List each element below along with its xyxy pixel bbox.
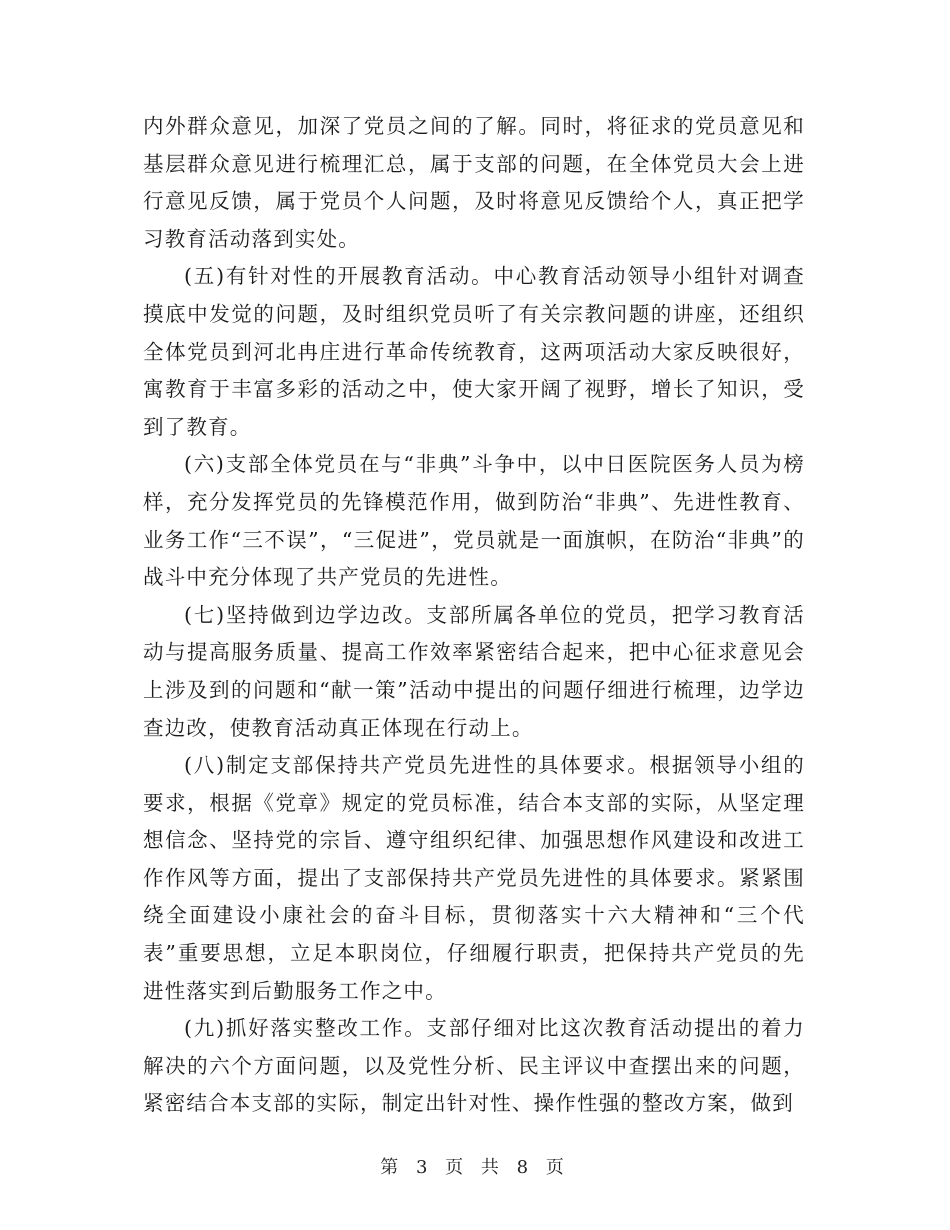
- paragraph-item-8: (八)制定支部保持共产党员先进性的具体要求。根据领导小组的要求，根据《党章》规定的党员标准，结合本支部的实际，从坚定理想信念、坚持党的宗旨、遵守组织纪律、加强思想作风建设和改进工作作风等方面，提出了支部保持共产党员先进性的具体要求。紧紧围绕全面建设小康社会的奋斗目标，贯彻落实十六大精神和“三个代表”重要思想，立足本职岗位，仔细履行职责，把保持共产党员的先进性落实到后勤服务工作之中。: [143, 753, 805, 1003]
- paragraph-item-5: (五)有针对性的开展教育活动。中心教育活动领导小组针对调查摸底中发觉的问题，及时组织党员听了有关宗教问题的讲座，还组织全体党员到河北冉庄进行革命传统教育，这两项活动大家反映很好，寓教育于丰富多彩的活动之中，使大家开阔了视野，增长了知识，受到了教育。: [143, 264, 805, 439]
- paragraph-item-7: (七)坚持做到边学边改。支部所属各单位的党员，把学习教育活动与提高服务质量、提高工作效率紧密结合起来，把中心征求意见会上涉及到的问题和“献一策”活动中提出的问题仔细进行梳理，边学边查边改，使教育活动真正体现在行动上。: [143, 602, 805, 740]
- paragraph-item-6: (六)支部全体党员在与“非典”斗争中，以中日医院医务人员为榜样，充分发挥党员的先锋模范作用，做到防治“非典”、先进性教育、业务工作“三不误”，“三促进”，党员就是一面旗帜，在防治“非典”的战斗中充分体现了共产党员的先进性。: [143, 452, 805, 590]
- paragraph-item-9: (九)抓好落实整改工作。支部仔细对比这次教育活动提出的着力解决的六个方面问题，以及党性分析、民主评议中查摆出来的问题，紧密结合本支部的实际，制定出针对性、操作性强的整改方案，做到: [143, 1016, 805, 1116]
- paragraph-continuation: 内外群众意见，加深了党员之间的了解。同时，将征求的党员意见和基层群众意见进行梳理汇总，属于支部的问题，在全体党员大会上进行意见反馈，属于党员个人问题，及时将意见反馈给个人，真正把学习教育活动落到实处。: [143, 114, 805, 251]
- page-footer: 第 3 页 共 8 页: [380, 1157, 570, 1178]
- document-body: [143, 108, 805, 1123]
